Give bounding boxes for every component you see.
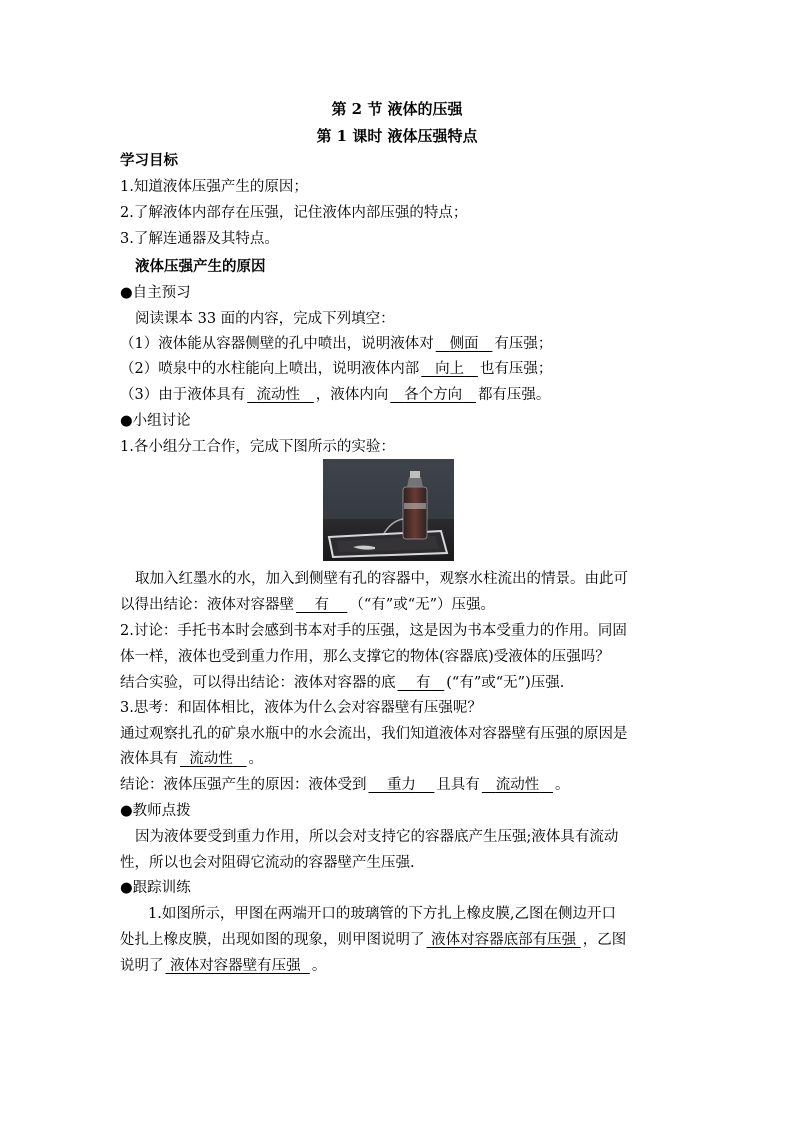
question-text: （1）液体能从容器侧壁的孔中喷出，说明液体对 bbox=[120, 336, 434, 352]
discussion-item-3-line2: 通过观察扎孔的矿泉水瓶中的水会流出，我们知道液体对容器壁有压强的原因是 bbox=[120, 726, 628, 742]
teacher-line1: 因为液体要受到重力作用，所以会对支持它的容器底产生压强;液体具有流动 bbox=[135, 829, 619, 845]
conclusion-line bbox=[120, 774, 680, 796]
preview-question-3 bbox=[120, 384, 680, 406]
answer-blank: 各个方向 bbox=[404, 387, 463, 403]
para-text: 结合实验，可以得出结论：液体对容器的底 bbox=[120, 675, 396, 691]
para-text: 。 bbox=[555, 777, 570, 793]
para-text: 液体具有 bbox=[120, 751, 178, 767]
discussion-item-2-line3 bbox=[120, 672, 680, 694]
training-line2 bbox=[120, 929, 680, 951]
para-text: ，乙图 bbox=[582, 932, 627, 948]
preview-heading: ●自主预习 bbox=[120, 285, 191, 301]
goals-heading: 学习目标 bbox=[120, 152, 178, 169]
para-text: 说明了 bbox=[120, 958, 164, 974]
para-text: 以得出结论：液体对容器壁 bbox=[120, 597, 294, 613]
answer-blank: 向上 bbox=[435, 361, 465, 377]
goal-item: 1.知道液体压强产生的原因； bbox=[120, 179, 308, 195]
training-heading: ●跟踪训练 bbox=[120, 880, 191, 896]
question-text: 都有压强。 bbox=[477, 387, 551, 403]
para-text: 结论：液体压强产生的原因：液体受到 bbox=[120, 777, 367, 793]
training-line1: 1.如图所示，甲图在两端开口的玻璃管的下方扎上橡皮膜,乙图在侧边开口 bbox=[148, 906, 616, 922]
discussion-item-1: 1.各小组分工合作，完成下图所示的实验： bbox=[120, 439, 395, 455]
teacher-line2: 性，所以也会对阻碍它流动的容器壁产生压强. bbox=[120, 855, 415, 871]
discussion-heading: ●小组讨论 bbox=[120, 413, 191, 429]
para-text: 。 bbox=[311, 958, 327, 974]
answer-blank: 侧面 bbox=[449, 336, 479, 352]
answer-blank: 液体对容器底部有压强 bbox=[431, 932, 577, 948]
preview-question-1 bbox=[120, 333, 680, 355]
discussion-para1-line2 bbox=[120, 594, 680, 616]
page-title: 第 2 节 液体的压强 bbox=[331, 100, 463, 118]
preview-intro: 阅读课本 33 面的内容，完成下列填空： bbox=[135, 311, 395, 327]
question-text: 也有压强； bbox=[479, 361, 553, 377]
goal-item: 3.了解连通器及其特点。 bbox=[120, 231, 279, 247]
answer-blank: 流动性 bbox=[189, 751, 233, 767]
question-text: （2）喷泉中的水柱能向上喷出，说明液体内部 bbox=[120, 361, 420, 377]
page-subtitle: 第 1 课时 液体压强特点 bbox=[316, 127, 478, 145]
training-line3 bbox=[120, 955, 680, 977]
answer-blank: 重力 bbox=[386, 777, 416, 793]
discussion-item-3-line1: 3.思考：和固体相比，液体为什么会对容器壁有压强呢？ bbox=[120, 700, 482, 716]
answer-blank: 液体对容器壁有压强 bbox=[170, 958, 301, 974]
preview-question-2 bbox=[120, 358, 680, 380]
para-text: (“有”或“无”)压强. bbox=[446, 675, 565, 691]
experiment-photo bbox=[323, 459, 454, 561]
para-text: 。 bbox=[248, 751, 264, 767]
question-text: （3）由于液体具有 bbox=[120, 387, 246, 403]
answer-blank: 有 bbox=[415, 675, 431, 691]
goal-item: 2.了解液体内部存在压强，记住液体内部压强的特点； bbox=[120, 205, 468, 221]
bottle-experiment-image bbox=[323, 459, 454, 561]
discussion-para1-line1: 取加入红墨水的水，加入到侧壁有孔的容器中，观察水柱流出的情景。由此可 bbox=[135, 571, 628, 587]
para-text: 且具有 bbox=[436, 777, 480, 793]
answer-blank: 流动性 bbox=[495, 777, 540, 793]
discussion-item-3-line3 bbox=[120, 748, 680, 770]
answer-blank: 有 bbox=[314, 597, 329, 613]
discussion-item-2-line2: 体一样，液体也受到重力作用，那么支撑它的物体(容器底)受液体的压强吗？ bbox=[120, 649, 610, 665]
para-text: （“有”或“无”）压强。 bbox=[349, 597, 496, 613]
discussion-item-2-line1: 2.讨论：手托书本时会感到书本对手的压强，这是因为书本受重力的作用。同固 bbox=[120, 623, 627, 639]
answer-blank: 流动性 bbox=[256, 387, 300, 403]
para-text: 处扎上橡皮膜，出现如图的现象，则甲图说明了 bbox=[120, 932, 425, 948]
section-heading: 液体压强产生的原因 bbox=[135, 258, 266, 275]
question-text: 有压强； bbox=[494, 336, 553, 352]
question-text: ，液体内向 bbox=[315, 387, 389, 403]
teacher-heading: ●教师点拨 bbox=[120, 803, 191, 819]
